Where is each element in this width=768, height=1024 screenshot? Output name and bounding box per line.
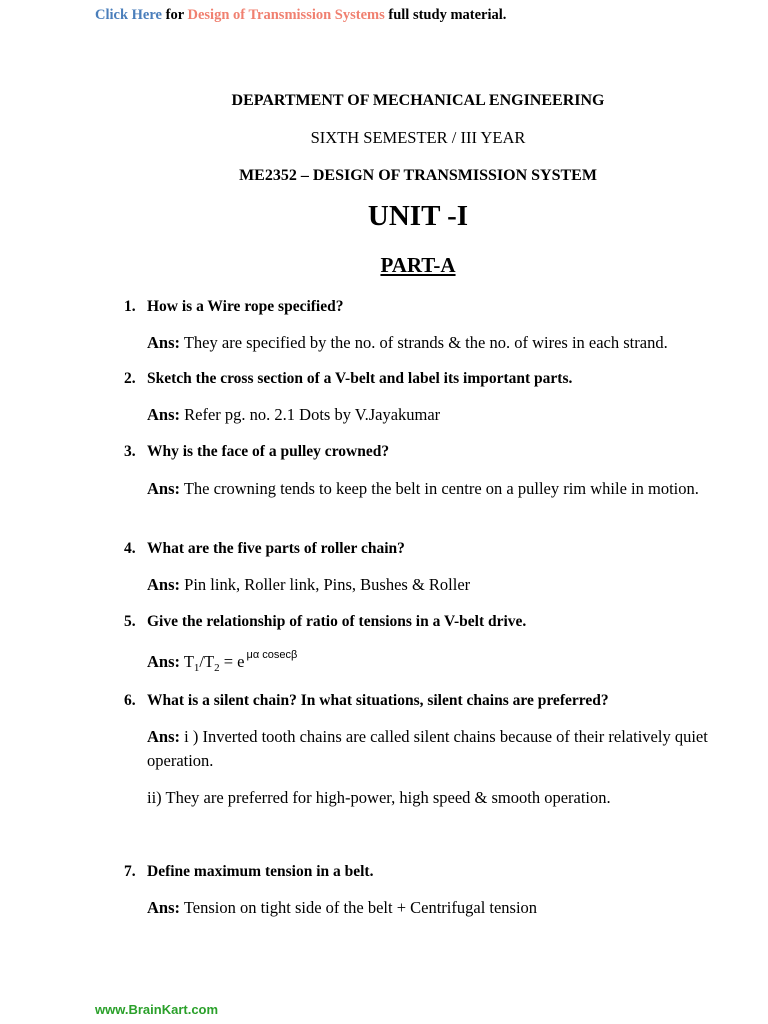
question-text: Give the relationship of ratio of tensions in a V-belt drive. xyxy=(147,613,527,630)
department-title: DEPARTMENT OF MECHANICAL ENGINEERING xyxy=(231,92,605,109)
course-title: ME2352 – DESIGN OF TRANSMISSION SYSTEM xyxy=(239,167,597,184)
question-number: 4. xyxy=(124,540,136,557)
question-3 xyxy=(124,443,389,461)
formula-sub-2: 2 xyxy=(214,662,220,674)
answer-2 xyxy=(147,403,717,427)
question-6 xyxy=(124,692,609,710)
answer-6 xyxy=(147,725,717,773)
question-number: 5. xyxy=(124,613,136,630)
question-4 xyxy=(124,540,405,558)
question-text: How is a Wire rope specified? xyxy=(147,298,344,315)
formula-exponent: μα cosecβ xyxy=(246,649,298,661)
answer-text: Tension on tight side of the belt + Centrifugal tension xyxy=(180,898,538,917)
semester-title: SIXTH SEMESTER / III YEAR xyxy=(310,128,526,147)
answer-text: Refer pg. no. 2.1 Dots by V.Jayakumar xyxy=(180,405,441,424)
answer-5 xyxy=(147,650,717,676)
question-number: 7. xyxy=(124,863,136,880)
part-title: PART-A xyxy=(380,253,456,277)
question-5 xyxy=(124,613,526,631)
answer-text: They are specified by the no. of strands & the no. of wires in each strand. xyxy=(180,333,668,352)
question-text: Define maximum tension in a belt. xyxy=(147,863,374,880)
answer-1 xyxy=(147,331,717,355)
question-2 xyxy=(124,370,572,388)
question-text: What is a silent chain? In what situations, silent chains are preferred? xyxy=(147,692,609,709)
question-number: 2. xyxy=(124,370,136,387)
question-text: Why is the face of a pulley crowned? xyxy=(147,443,390,460)
formula-t2: /T xyxy=(199,652,215,671)
answer-label: Ans: xyxy=(147,727,181,746)
answer-3 xyxy=(147,477,717,501)
question-text: What are the five parts of roller chain? xyxy=(147,540,405,557)
question-7 xyxy=(124,863,373,881)
answer-label: Ans: xyxy=(147,479,181,498)
question-1 xyxy=(124,298,343,316)
answer-label: Ans: xyxy=(147,333,181,352)
unit-title: UNIT -I xyxy=(367,200,469,232)
answer-text: The crowning tends to keep the belt in centre on a pulley rim while in motion. xyxy=(180,479,699,498)
formula-sub-1: 1 xyxy=(193,662,200,674)
answer-7 xyxy=(147,896,717,920)
formula-eq: = e xyxy=(219,652,245,671)
question-number: 6. xyxy=(124,692,136,709)
answer-label: Ans: xyxy=(147,652,181,671)
subject-link[interactable]: Design of Transmission Systems xyxy=(187,7,385,23)
question-number: 3. xyxy=(124,443,136,460)
click-here-link[interactable]: Click Here xyxy=(95,7,162,23)
answer-4 xyxy=(147,573,717,597)
answer-6-continued: ii) They are preferred for high-power, high speed & smooth operation. xyxy=(147,788,611,807)
answer-text: Pin link, Roller link, Pins, Bushes & Roller xyxy=(180,575,471,594)
question-number: 1. xyxy=(124,298,136,315)
formula-t1: T xyxy=(180,652,194,671)
banner-for-text: for xyxy=(161,7,188,23)
answer-text: i ) Inverted tooth chains are called silent chains because of their relatively quiet operation. xyxy=(147,727,708,770)
answer-label: Ans: xyxy=(147,405,181,424)
banner-tail-text: full study material. xyxy=(384,7,507,23)
footer-site-link[interactable]: www.BrainKart.com xyxy=(95,1002,219,1017)
answer-label: Ans: xyxy=(147,898,181,917)
answer-label: Ans: xyxy=(147,575,181,594)
question-text: Sketch the cross section of a V-belt and label its important parts. xyxy=(147,370,573,387)
